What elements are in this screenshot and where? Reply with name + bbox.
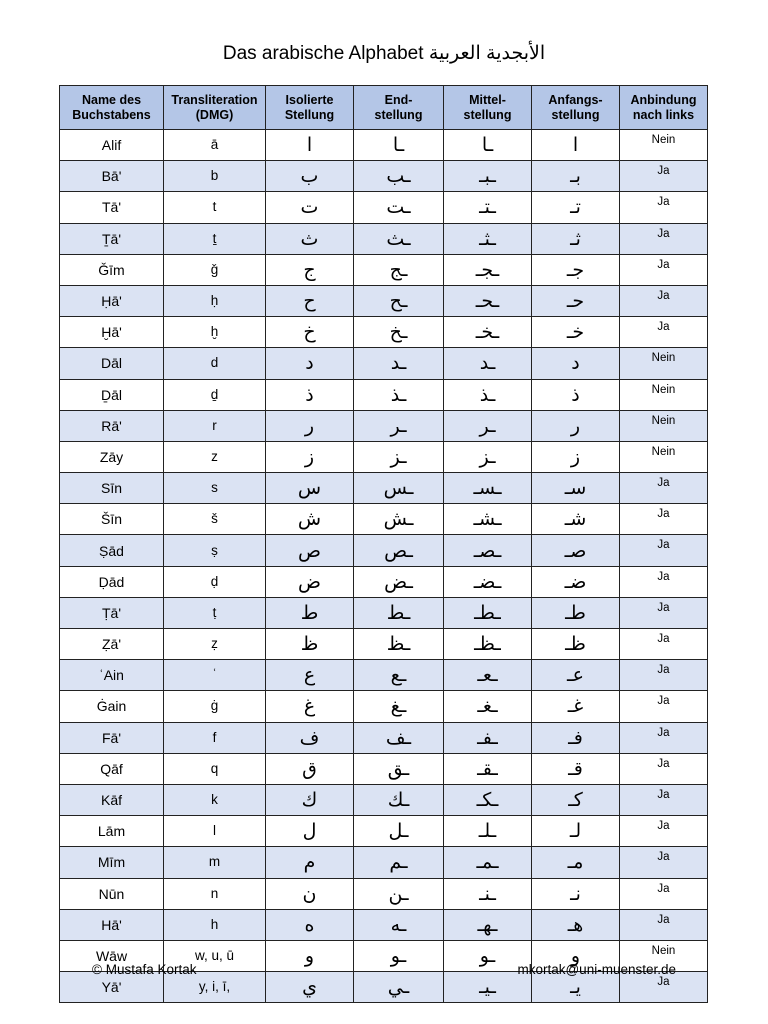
- cell-name: Lām: [60, 816, 164, 847]
- cell-initial: هـ: [532, 909, 620, 940]
- cell-initial: مـ: [532, 847, 620, 878]
- table-row: [60, 348, 708, 379]
- cell-transliteration: ṣ: [164, 535, 266, 566]
- cell-final: ـل: [354, 816, 444, 847]
- cell-isolated: د: [266, 348, 354, 379]
- table-row: [60, 909, 708, 940]
- cell-name: Ḍād: [60, 566, 164, 597]
- cell-medial: ـضـ: [444, 566, 532, 597]
- cell-final: ـت: [354, 192, 444, 223]
- cell-initial: غـ: [532, 691, 620, 722]
- cell-isolated: س: [266, 473, 354, 504]
- cell-name: ʿAin: [60, 660, 164, 691]
- cell-name: Alif: [60, 130, 164, 161]
- cell-final: ـث: [354, 223, 444, 254]
- cell-final: ـر: [354, 410, 444, 441]
- column-header-initial: [532, 86, 620, 130]
- table-row: [60, 535, 708, 566]
- cell-isolated: ي: [266, 972, 354, 1003]
- cell-isolated: ث: [266, 223, 354, 254]
- cell-connects-left: Ja: [620, 660, 708, 691]
- cell-name: Tā': [60, 192, 164, 223]
- alphabet-table: [59, 85, 708, 1003]
- table-row: [60, 504, 708, 535]
- cell-connects-left: Ja: [620, 285, 708, 316]
- cell-transliteration: z: [164, 441, 266, 472]
- table-row: [60, 254, 708, 285]
- cell-final: ـب: [354, 161, 444, 192]
- column-header-medial: [444, 86, 532, 130]
- cell-connects-left: Ja: [620, 473, 708, 504]
- table-row: [60, 629, 708, 660]
- cell-transliteration: m: [164, 847, 266, 878]
- cell-final: ـم: [354, 847, 444, 878]
- cell-connects-left: Nein: [620, 940, 708, 971]
- cell-connects-left: Ja: [620, 629, 708, 660]
- column-header-line: End-: [384, 92, 413, 107]
- cell-final: ـف: [354, 722, 444, 753]
- table-header-row: [60, 86, 708, 130]
- table-row: [60, 753, 708, 784]
- cell-name: Ḏāl: [60, 379, 164, 410]
- column-header-isolated: [266, 86, 354, 130]
- cell-isolated: ب: [266, 161, 354, 192]
- cell-connects-left: Ja: [620, 847, 708, 878]
- cell-name: Ṭā': [60, 597, 164, 628]
- cell-name: Ġain: [60, 691, 164, 722]
- cell-final: ـي: [354, 972, 444, 1003]
- cell-initial: ثـ: [532, 223, 620, 254]
- cell-transliteration: ḍ: [164, 566, 266, 597]
- cell-medial: ـيـ: [444, 972, 532, 1003]
- cell-initial: يـ: [532, 972, 620, 1003]
- column-header-line: Stellung: [284, 107, 335, 122]
- cell-final: ـو: [354, 940, 444, 971]
- cell-final: ـه: [354, 909, 444, 940]
- cell-medial: ـجـ: [444, 254, 532, 285]
- cell-initial: ر: [532, 410, 620, 441]
- cell-transliteration: s: [164, 473, 266, 504]
- cell-medial: ـلـ: [444, 816, 532, 847]
- cell-medial: ـشـ: [444, 504, 532, 535]
- cell-transliteration: t: [164, 192, 266, 223]
- cell-initial: حـ: [532, 285, 620, 316]
- cell-connects-left: Ja: [620, 722, 708, 753]
- cell-initial: نـ: [532, 878, 620, 909]
- cell-medial: ـعـ: [444, 660, 532, 691]
- cell-connects-left: Nein: [620, 410, 708, 441]
- cell-connects-left: Ja: [620, 597, 708, 628]
- cell-connects-left: Ja: [620, 161, 708, 192]
- table-row: [60, 660, 708, 691]
- table-row: [60, 285, 708, 316]
- cell-connects-left: Ja: [620, 535, 708, 566]
- cell-isolated: ل: [266, 816, 354, 847]
- column-header-transliteration: [164, 86, 266, 130]
- column-header-name: [60, 86, 164, 130]
- cell-isolated: ر: [266, 410, 354, 441]
- cell-isolated: ذ: [266, 379, 354, 410]
- page-title: Das arabische Alphabet الأبجدية العربية: [222, 43, 546, 64]
- footer-copyright: © Mustafa Kortak: [92, 962, 197, 977]
- table-row: [60, 473, 708, 504]
- cell-final: ـج: [354, 254, 444, 285]
- table-row: [60, 722, 708, 753]
- table-row: [60, 566, 708, 597]
- cell-medial: ـظـ: [444, 629, 532, 660]
- cell-transliteration: k: [164, 784, 266, 815]
- cell-transliteration: l: [164, 816, 266, 847]
- cell-isolated: ن: [266, 878, 354, 909]
- cell-medial: ـنـ: [444, 878, 532, 909]
- cell-final: ـك: [354, 784, 444, 815]
- cell-final: ـس: [354, 473, 444, 504]
- cell-medial: ـد: [444, 348, 532, 379]
- cell-connects-left: Ja: [620, 753, 708, 784]
- cell-initial: فـ: [532, 722, 620, 753]
- cell-name: Zāy: [60, 441, 164, 472]
- cell-transliteration: ḏ: [164, 379, 266, 410]
- cell-name: Qāf: [60, 753, 164, 784]
- table-row: [60, 816, 708, 847]
- cell-medial: ـو: [444, 940, 532, 971]
- cell-transliteration: ẓ: [164, 629, 266, 660]
- cell-transliteration: y, i, ī,: [164, 972, 266, 1003]
- cell-initial: قـ: [532, 753, 620, 784]
- cell-name: Sīn: [60, 473, 164, 504]
- cell-connects-left: Ja: [620, 317, 708, 348]
- cell-initial: لـ: [532, 816, 620, 847]
- cell-transliteration: ġ: [164, 691, 266, 722]
- cell-transliteration: ṭ: [164, 597, 266, 628]
- table-row: [60, 130, 708, 161]
- cell-isolated: ه: [266, 909, 354, 940]
- column-header-line: Transliteration: [171, 92, 258, 107]
- cell-final: ـغ: [354, 691, 444, 722]
- cell-final: ـا: [354, 130, 444, 161]
- cell-final: ـن: [354, 878, 444, 909]
- cell-transliteration: b: [164, 161, 266, 192]
- cell-transliteration: ṯ: [164, 223, 266, 254]
- table-row: [60, 691, 708, 722]
- cell-medial: ـبـ: [444, 161, 532, 192]
- cell-name: Ḫā': [60, 317, 164, 348]
- cell-medial: ـكـ: [444, 784, 532, 815]
- cell-isolated: و: [266, 940, 354, 971]
- cell-transliteration: h: [164, 909, 266, 940]
- cell-initial: د: [532, 348, 620, 379]
- cell-connects-left: Ja: [620, 223, 708, 254]
- cell-transliteration: š: [164, 504, 266, 535]
- cell-isolated: ج: [266, 254, 354, 285]
- cell-isolated: ك: [266, 784, 354, 815]
- table-row: [60, 192, 708, 223]
- cell-final: ـض: [354, 566, 444, 597]
- cell-medial: ـسـ: [444, 473, 532, 504]
- cell-transliteration: ʿ: [164, 660, 266, 691]
- cell-initial: ذ: [532, 379, 620, 410]
- cell-connects-left: Ja: [620, 972, 708, 1003]
- cell-name: Nūn: [60, 878, 164, 909]
- cell-isolated: ص: [266, 535, 354, 566]
- table-row: [60, 161, 708, 192]
- cell-medial: ـقـ: [444, 753, 532, 784]
- cell-transliteration: ḫ: [164, 317, 266, 348]
- cell-connects-left: Ja: [620, 192, 708, 223]
- cell-medial: ـصـ: [444, 535, 532, 566]
- cell-isolated: ظ: [266, 629, 354, 660]
- table-row: [60, 317, 708, 348]
- cell-final: ـع: [354, 660, 444, 691]
- cell-medial: ـفـ: [444, 722, 532, 753]
- cell-isolated: ق: [266, 753, 354, 784]
- cell-connects-left: Ja: [620, 816, 708, 847]
- cell-initial: جـ: [532, 254, 620, 285]
- cell-medial: ـمـ: [444, 847, 532, 878]
- column-header-line: Name des: [81, 92, 142, 107]
- cell-transliteration: ā: [164, 130, 266, 161]
- cell-final: ـد: [354, 348, 444, 379]
- cell-isolated: ع: [266, 660, 354, 691]
- cell-isolated: ط: [266, 597, 354, 628]
- cell-name: Šīn: [60, 504, 164, 535]
- footer-email: mkortak@uni-muenster.de: [517, 962, 676, 977]
- cell-name: Ṯā': [60, 223, 164, 254]
- column-header-line: Anfangs-: [548, 92, 603, 107]
- cell-final: ـش: [354, 504, 444, 535]
- cell-initial: صـ: [532, 535, 620, 566]
- cell-isolated: ز: [266, 441, 354, 472]
- column-header-line: Buchstabens: [72, 107, 151, 122]
- column-header-line: stellung: [551, 107, 600, 122]
- cell-initial: سـ: [532, 473, 620, 504]
- cell-transliteration: w, u, ū: [164, 940, 266, 971]
- cell-medial: ـثـ: [444, 223, 532, 254]
- cell-name: Fā': [60, 722, 164, 753]
- cell-medial: ـطـ: [444, 597, 532, 628]
- cell-final: ـذ: [354, 379, 444, 410]
- cell-transliteration: r: [164, 410, 266, 441]
- cell-initial: ا: [532, 130, 620, 161]
- cell-name: Mīm: [60, 847, 164, 878]
- cell-isolated: م: [266, 847, 354, 878]
- cell-connects-left: Nein: [620, 379, 708, 410]
- cell-final: ـح: [354, 285, 444, 316]
- cell-name: Rā': [60, 410, 164, 441]
- column-header-line: stellung: [463, 107, 512, 122]
- cell-connects-left: Nein: [620, 441, 708, 472]
- table-row: [60, 223, 708, 254]
- cell-final: ـخ: [354, 317, 444, 348]
- cell-name: Kāf: [60, 784, 164, 815]
- cell-initial: ضـ: [532, 566, 620, 597]
- cell-transliteration: ǧ: [164, 254, 266, 285]
- column-header-line: (DMG): [195, 107, 234, 122]
- cell-connects-left: Ja: [620, 909, 708, 940]
- cell-medial: ـهـ: [444, 909, 532, 940]
- cell-final: ـق: [354, 753, 444, 784]
- cell-connects-left: Ja: [620, 566, 708, 597]
- table-row: [60, 878, 708, 909]
- cell-initial: بـ: [532, 161, 620, 192]
- cell-initial: و: [532, 940, 620, 971]
- cell-isolated: ا: [266, 130, 354, 161]
- cell-initial: شـ: [532, 504, 620, 535]
- cell-initial: طـ: [532, 597, 620, 628]
- table-row: [60, 441, 708, 472]
- column-header-line: Anbindung: [630, 92, 697, 107]
- cell-final: ـط: [354, 597, 444, 628]
- cell-medial: ـز: [444, 441, 532, 472]
- cell-name: Yā': [60, 972, 164, 1003]
- cell-medial: ـحـ: [444, 285, 532, 316]
- table-row: [60, 847, 708, 878]
- column-header-line: stellung: [374, 107, 423, 122]
- cell-isolated: غ: [266, 691, 354, 722]
- cell-initial: خـ: [532, 317, 620, 348]
- cell-isolated: ف: [266, 722, 354, 753]
- cell-initial: عـ: [532, 660, 620, 691]
- table-row: [60, 410, 708, 441]
- cell-isolated: خ: [266, 317, 354, 348]
- cell-transliteration: f: [164, 722, 266, 753]
- cell-connects-left: Ja: [620, 254, 708, 285]
- cell-isolated: ش: [266, 504, 354, 535]
- table-row: [60, 379, 708, 410]
- cell-final: ـظ: [354, 629, 444, 660]
- cell-isolated: ح: [266, 285, 354, 316]
- cell-name: Hā': [60, 909, 164, 940]
- cell-medial: ـتـ: [444, 192, 532, 223]
- cell-name: Dāl: [60, 348, 164, 379]
- cell-transliteration: d: [164, 348, 266, 379]
- cell-medial: ـغـ: [444, 691, 532, 722]
- cell-connects-left: Ja: [620, 691, 708, 722]
- cell-connects-left: Ja: [620, 504, 708, 535]
- cell-initial: ظـ: [532, 629, 620, 660]
- cell-connects-left: Nein: [620, 130, 708, 161]
- cell-connects-left: Ja: [620, 878, 708, 909]
- cell-name: Bā': [60, 161, 164, 192]
- cell-initial: كـ: [532, 784, 620, 815]
- column-header-connects-left: [620, 86, 708, 130]
- cell-final: ـز: [354, 441, 444, 472]
- table-row: [60, 597, 708, 628]
- cell-initial: تـ: [532, 192, 620, 223]
- cell-name: Ḥā': [60, 285, 164, 316]
- cell-medial: ـر: [444, 410, 532, 441]
- cell-isolated: ت: [266, 192, 354, 223]
- cell-medial: ـا: [444, 130, 532, 161]
- cell-isolated: ض: [266, 566, 354, 597]
- cell-name: Ẓā': [60, 629, 164, 660]
- cell-connects-left: Ja: [620, 784, 708, 815]
- cell-medial: ـخـ: [444, 317, 532, 348]
- cell-transliteration: n: [164, 878, 266, 909]
- cell-connects-left: Nein: [620, 348, 708, 379]
- table-row: [60, 784, 708, 815]
- cell-name: Wāw: [60, 940, 164, 971]
- column-header-line: Mittel-: [469, 92, 506, 107]
- column-header-line: Isolierte: [285, 92, 334, 107]
- cell-transliteration: q: [164, 753, 266, 784]
- column-header-line: nach links: [632, 107, 695, 122]
- cell-medial: ـذ: [444, 379, 532, 410]
- cell-initial: ز: [532, 441, 620, 472]
- cell-final: ـص: [354, 535, 444, 566]
- cell-name: Ṣād: [60, 535, 164, 566]
- cell-transliteration: ḥ: [164, 285, 266, 316]
- column-header-final: [354, 86, 444, 130]
- cell-name: Ǧīm: [60, 254, 164, 285]
